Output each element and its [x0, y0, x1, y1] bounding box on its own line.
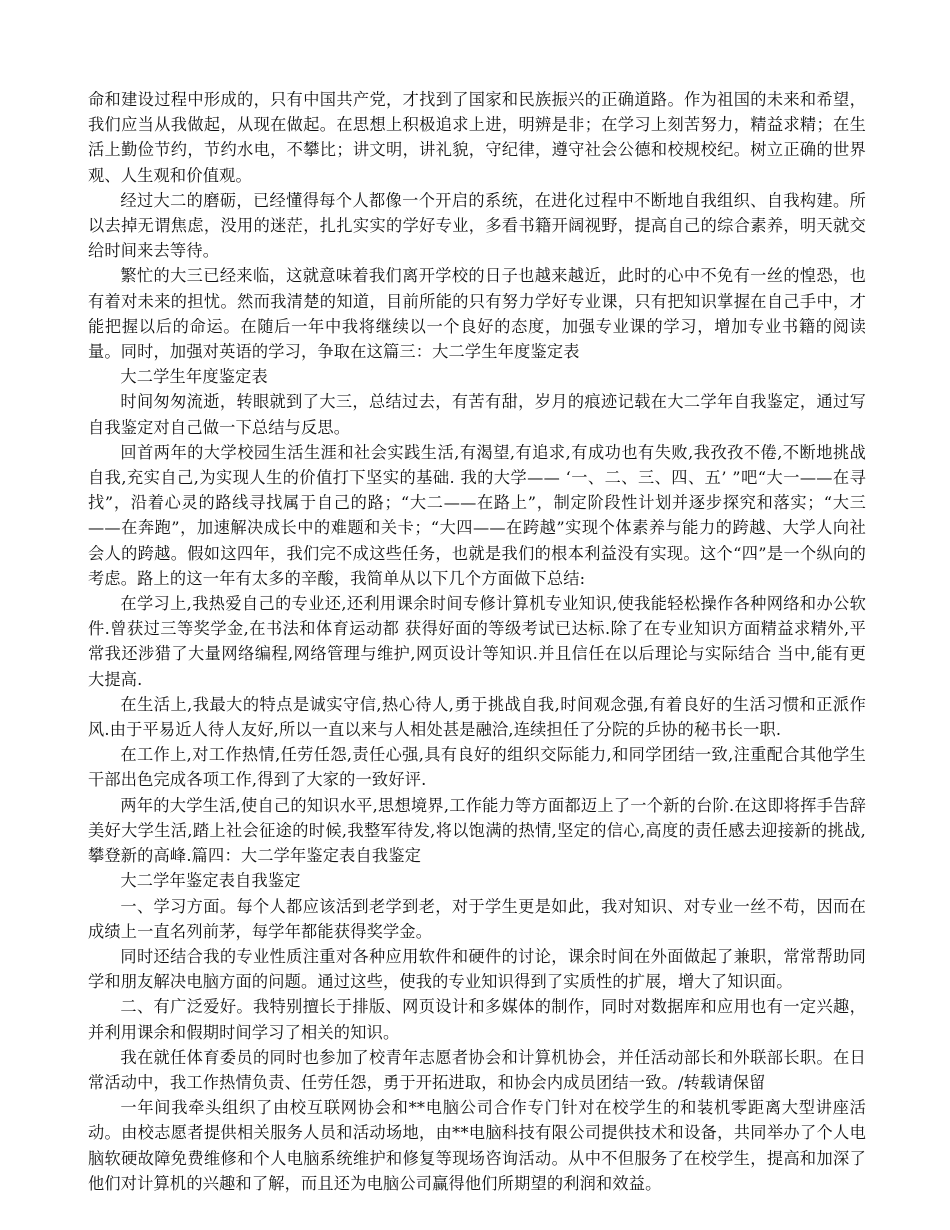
paragraph-7: 在学习上,我热爱自己的专业还,还利用课余时间专修计算机专业知识,使我能轻松操作各种网络和办公软件.曾获过三等奖学金,在书法和体育运动都 获得好面的等级考试已达标.除了在专业知识方面精益求精外,平常我还涉猎了大量网络编程,网络管理与维护,网页设计等知识.并且信任在以后理论与实际结合 当中,能有更大提高. [88, 594, 866, 689]
paragraph-15: 我在就任体育委员的同时也参加了校青年志愿者协会和计算机协会，并任活动部长和外联部长职。在日常活动中，我工作热情负责、任劳任怨，勇于开拓进取，和协会内成员团结一致。/转载请保留 [88, 1047, 866, 1092]
paragraph-6: 回首两年的大学校园生活生涯和社会实践生活,有渴望,有追求,有成功也有失败,我孜孜不倦,不断地挑战自我,充实自己,为实现人生的价值打下坚实的基础. 我的大学—— ‘一、二、三、四、五’ ”吧“大一——在寻找”，沿着心灵的路线寻找属于自己的路；“大二——在路上”，制定阶段性计划并逐步探究和落实；“大三——在奔跑”，加速解决成长中的难题和关卡；“大四——在跨越”实现个体素养与能力的跨越、大学人向社会人的跨越。假如这四年，我们完不成这些任务，也就是我们的根本利益没有实现。这个“四”是一个纵向的考虑。路上的这一年有太多的辛酸，我简单从以下几个方面做下总结: [88, 442, 866, 588]
paragraph-10: 两年的大学生活,使自己的知识水平,思想境界,工作能力等方面都迈上了一个新的台阶.在这即将挥手告辞美好大学生活,踏上社会征途的时候,我整军待发,将以饱满的热情,坚定的信心,高度的责任感去迎接新的挑战,攀登新的高峰.篇四：大二学年鉴定表自我鉴定 [88, 795, 866, 866]
paragraph-8: 在生活上,我最大的特点是诚实守信,热心待人,勇于挑战自我,时间观念强,有着良好的生活习惯和正派作风.由于平易近人待人友好,所以一直以来与人相处甚是融洽,连续担任了分院的乒协的秘书长一职. [88, 694, 866, 740]
document-page [88, 87, 866, 1196]
paragraph-9: 在工作上,对工作热情,任劳任怨,责任心强,具有良好的组织交际能力,和同学团结一致,注重配合其他学生干部出色完成各项工作,得到了大家的一致好评. [88, 745, 866, 790]
paragraph-12: 一、学习方面。每个人都应该活到老学到老，对于学生更是如此，我对知识、对专业一丝不苟，因而在成绩上一直名列前茅，每学年都能获得奖学金。 [88, 896, 866, 941]
paragraph-14: 二、有广泛爱好。我特别擅长于排版、网页设计和多媒体的制作，同时对数据库和应用也有一定兴趣，并利用课余和假期时间学习了相关的知识。 [88, 997, 866, 1042]
section-heading-self-appraisal: 大二学年鉴定表自我鉴定 [120, 871, 301, 891]
paragraph-16: 一年间我牵头组织了由校互联网协会和**电脑公司合作专门针对在校学生的和装机零距离大型讲座活动。由校志愿者提供相关服务人员和活动场地，由**电脑科技有限公司提供技术和设备，共同举办了个人电脑软硬故障免费维修和个人电脑系统维护和修复等现场咨询活动。从中不但服务了在校学生，提高和加深了他们对计算机的兴趣和了解，而且还为电脑公司赢得他们所期望的利润和效益。 [88, 1098, 866, 1193]
paragraph-13: 同时还结合我的专业性质注重对各种应用软件和硬件的讨论，课余时间在外面做起了兼职，常常帮助同学和朋友解决电脑方面的问题。通过这些，使我的专业知识得到了实质性的扩展，增大了知识面。 [88, 946, 866, 992]
section-heading-annual-appraisal: 大二学生年度鉴定表 [120, 367, 268, 387]
paragraph-2: 经过大二的磨砺，已经懂得每个人都像一个开启的系统，在进化过程中不断地自我组织、自我构建。所以去掉无谓焦虑，没用的迷茫，扎扎实实的学好专业，多看书籍开阔视野，提高自己的综合素养，明天就交给时间来去等待。 [88, 190, 866, 261]
paragraph-3: 繁忙的大三已经来临，这就意味着我们离开学校的日子也越来越近，此时的心中不免有一丝的惶恐，也有着对未来的担忧。然而我清楚的知道，目前所能的只有努力学好专业课，只有把知识掌握在自己手中，才能把握以后的命运。在随后一年中我将继续以一个良好的态度，加强专业课的学习，增加专业书籍的阅读量。同时，加强对英语的学习，争取在这篇三：大二学生年度鉴定表 [88, 266, 866, 362]
paragraph-1: 命和建设过程中形成的，只有中国共产党，才找到了国家和民族振兴的正确道路。作为祖国的未来和希望，我们应当从我做起，从现在做起。在思想上积极追求上进，明辨是非；在学习上刻苦努力，精益求精；在生活上勤俭节约，节约水电，不攀比；讲文明，讲礼貌，守纪律，遵守社会公德和校规校纪。树立正确的世界观、人生观和价值观。 [88, 90, 866, 185]
paragraph-5: 时间匆匆流逝，转眼就到了大三，总结过去，有苦有甜，岁月的痕迹记载在大二学年自我鉴定，通过写自我鉴定对自己做一下总结与反思。 [88, 392, 866, 437]
